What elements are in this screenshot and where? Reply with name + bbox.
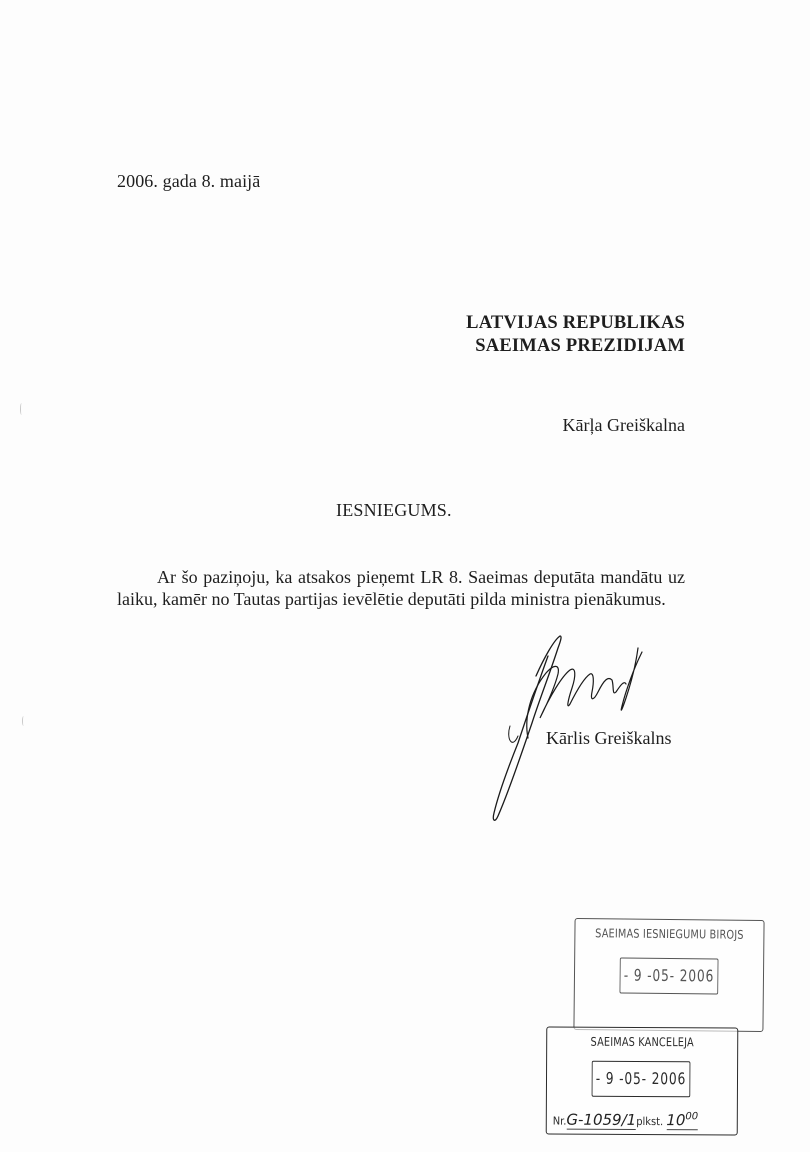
document-date: 2006. gada 8. maijā xyxy=(117,171,261,191)
stamp-title: SAEIMAS IESNIEGUMU BIROJS xyxy=(595,926,744,942)
document-title: IESNIEGUMS. xyxy=(336,500,452,520)
stamp-title: SAEIMAS KANCELEJA xyxy=(590,1034,694,1050)
stamp-registration xyxy=(553,1111,698,1131)
signer-name: Kārlis Greiškalns xyxy=(546,728,672,748)
addressee-line-1: LATVIJAS REPUBLIKAS xyxy=(466,313,685,333)
registration-prefix: Nr. xyxy=(552,1114,567,1128)
time-hour: 10 xyxy=(666,1111,686,1130)
registration-number: G-1059/1 xyxy=(566,1110,637,1129)
addressee-block xyxy=(466,312,685,358)
stamp-date: - 9 -05- 2006 xyxy=(592,1061,691,1098)
document-body: Ar šo paziņoju, ka atsakos pieņemt LR 8. Saeimas deputāta mandātu uz laiku, kamēr no Tautas partijas ievēlētie deputāti pilda ministra pienākumus. xyxy=(117,567,685,609)
time-value xyxy=(666,1111,698,1130)
sender-name: Kārļa Greiškalna xyxy=(562,415,685,435)
scan-edge-mark xyxy=(22,716,25,726)
scan-edge-mark xyxy=(20,403,23,415)
time-minutes: 00 xyxy=(685,1111,699,1123)
time-prefix: plkst. xyxy=(636,1114,664,1129)
handwritten-signature xyxy=(488,618,658,830)
stamp-date: - 9 -05- 2006 xyxy=(620,957,719,994)
addressee-line-2: SAEIMAS PREZIDIJAM xyxy=(475,336,685,356)
stamp-kanceleja xyxy=(546,1026,739,1135)
stamp-iesniegumu-birojs xyxy=(573,918,764,1032)
